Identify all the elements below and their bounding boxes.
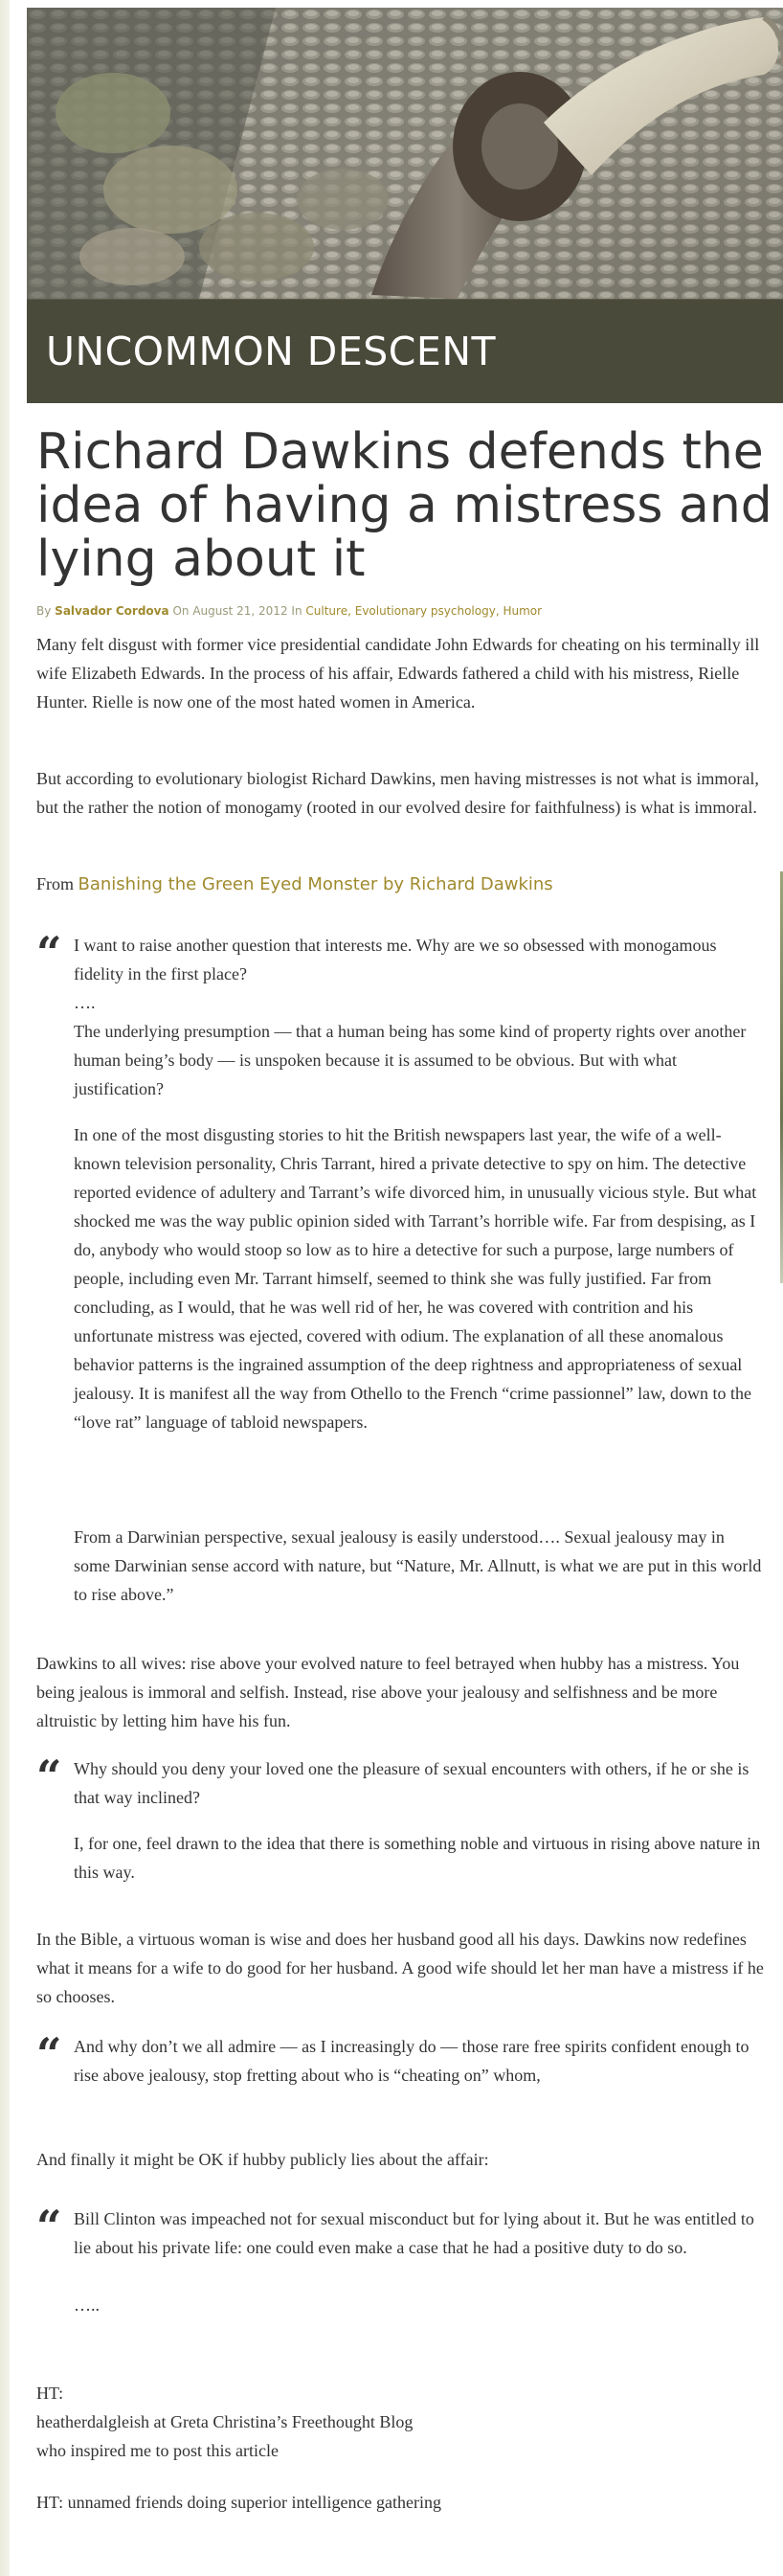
site-header — [27, 8, 783, 402]
author-link[interactable]: Salvador Cordova — [55, 604, 169, 618]
quote-mark-icon: “ — [36, 1751, 62, 1802]
category-link-evolutionary-psychology[interactable]: Evolutionary psychology — [354, 604, 496, 618]
paragraph-wives: Dawkins to all wives: rise above your evolved nature to feel betrayed when hubby has a mistress. You being jealous is immoral and selfish. Instead, rise above your jealousy and selfishness and be more altruistic by letting him have his fun. — [36, 1654, 740, 1730]
quote-1-ellipsis: …. — [74, 993, 96, 1012]
category-link-humor[interactable]: Humor — [503, 604, 543, 618]
in-label: In — [291, 604, 302, 618]
quote-mark-icon: “ — [36, 927, 62, 979]
paragraph-dawkins-claim: But according to evolutionary biologist Richard Dawkins, men having mistresses is not what is immoral, but the rather the notion of monogamy (rooted in our evolved desire for faithfulness) is what is immoral. — [36, 769, 759, 817]
quote-4-ellipsis: ….. — [74, 2295, 100, 2315]
post-byline: By Salvador Cordova On August 21, 2012 In Culture, Evolutionary psychology, Humor — [36, 604, 543, 618]
source-line — [36, 870, 773, 899]
paragraph-edwards: Many felt disgust with former vice presidential candidate John Edwards for cheating on his terminally ill wife Elizabeth Edwards. In the process of his affair, Edwards fathered a child with his mistress, Rielle Hunter. Rielle is now one of the most hated women in America. — [36, 635, 760, 712]
header-banner-image — [27, 8, 783, 299]
ht-label: HT: — [36, 2384, 64, 2403]
post-title: Richard Dawkins defends the idea of having a mistress and lying about it — [36, 423, 772, 588]
quote-1-darwinian: From a Darwinian perspective, sexual jealousy is easily understood…. Sexual jealousy may in some Darwinian sense accord with nature, but “Nature, Mr. Allnutt, is what we are put in this world to rise above.” — [74, 1527, 762, 1604]
source-link[interactable]: Banishing the Green Eyed Monster by Richard Dawkins — [78, 874, 553, 894]
quote-mark-icon: “ — [36, 2201, 62, 2252]
category-link-culture[interactable]: Culture — [305, 604, 348, 618]
from-label: From — [36, 874, 75, 893]
by-label: By — [36, 604, 52, 618]
paragraph-bible: In the Bible, a virtuous woman is wise and does her husband good all his days. Dawkins now redefines what it means for a wife to do good for her husband. A good wife should let her man have a mistress if he so chooses. — [36, 1930, 764, 2006]
quote-2-question: Why should you deny your loved one the pleasure of sexual encounters with others, if he or she is that way inclined? — [74, 1759, 749, 1807]
quote-2-noble: I, for one, feel drawn to the idea that there is something noble and virtuous in rising above nature in this way. — [74, 1834, 761, 1882]
ht-credit-inspiration: who inspired me to post this article — [36, 2441, 279, 2460]
quote-1-tarrant-story: In one of the most disgusting stories to hit the British newspapers last year, the wife of a well-known television personality, Chris Tarrant, hired a private detective to spy on him. The detective reported evidence of adultery and Tarrant’s wife divorced him, in unusually vicious style. But what shocked me was the way public opinion sided with Tarrant’s horrible wife. Far from despising, as I do, anybody who would stoop so low as to hire a detective for such a purpose, large numbers of people, including even Mr. Tarrant himself, seemed to think she was fully justified. Far from concluding, as I would, that he was well rid of her, he was covered with contrition and his unfortunate mistress was ejected, covered with odium. The explanation of all these anomalous behavior patterns is the ingrained assumption of the deep rightness and appropriateness of sexual jealousy. It is manifest all the way from Othello to the French “crime passionnel” law, down to the “love rat” language of tabloid newspapers. — [74, 1125, 757, 1432]
paragraph-lies: And finally it might be OK if hubby publicly lies about the affair: — [36, 2150, 489, 2169]
header-title-bar — [27, 299, 783, 403]
content-area — [10, 0, 783, 2576]
quote-1-question: I want to raise another question that interests me. Why are we so obsessed with monogamous fidelity in the first place? — [74, 936, 717, 983]
quote-1-presumption: The underlying presumption — that a human being has some kind of property rights over another human being’s body — is unspoken because it is assumed to be obvious. But with what justification? — [74, 1022, 747, 1098]
quote-3-free-spirits: And why don’t we all admire — as I increasingly do — those rare free spirits confident enough to rise above jealousy, stop fretting about who is “cheating on” whom, — [74, 2037, 749, 2085]
page-edge — [0, 0, 10, 2576]
banner-artwork — [27, 8, 783, 299]
quote-mark-icon: “ — [36, 2028, 62, 2080]
quote-4-clinton: Bill Clinton was impeached not for sexual misconduct but for lying about it. But he was entitled to lie about his private life: one could even make a case that he had a positive duty to do so. — [74, 2209, 754, 2257]
ht-credit-blog: heatherdalgleish at Greta Christina’s Freethought Blog — [36, 2412, 414, 2431]
site-title[interactable]: UNCOMMON DESCENT — [46, 328, 497, 374]
on-label: On — [172, 604, 190, 618]
ht-credit-friends: HT: unnamed friends doing superior intelligence gathering — [36, 2493, 441, 2512]
post-date: August 21, 2012 — [192, 604, 288, 618]
